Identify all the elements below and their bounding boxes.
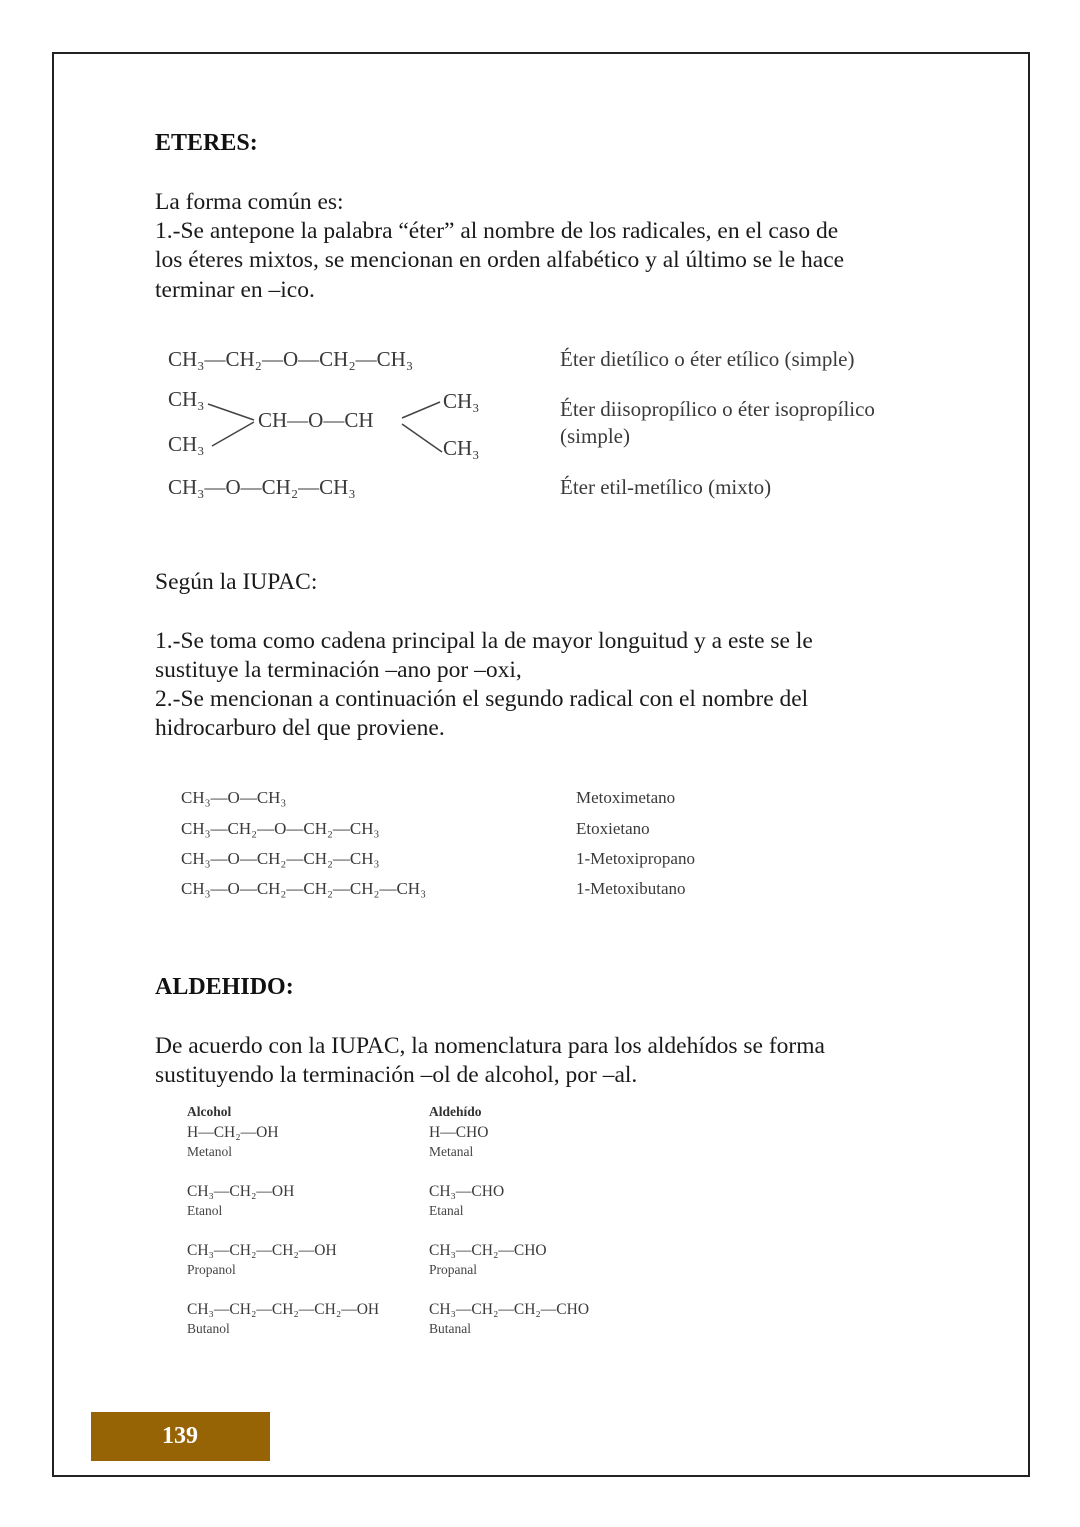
paragraph: De acuerdo con la IUPAC, la nomenclatura para los aldehídos se forma — [155, 1033, 825, 1059]
compound-name: Etoxietano — [576, 819, 650, 838]
formula: CH₃—O—CH₂—CH₃ — [168, 475, 356, 499]
compound-name: Propanol — [187, 1262, 236, 1277]
formula: CH₃ — [443, 436, 480, 460]
page-number-badge — [91, 1412, 270, 1461]
formula: H—CH₂—OH — [187, 1124, 279, 1141]
formula: CH₃ — [168, 432, 205, 456]
compound-name: Metoximetano — [576, 788, 676, 807]
compound-name: Etanal — [429, 1203, 464, 1218]
compound-name: Éter dietílico o éter etílico (simple) — [560, 347, 855, 371]
formula: CH—O—CH — [258, 408, 374, 432]
section-heading-eteres: ETERES: — [155, 130, 258, 156]
formula: CH₃—CH₂—O—CH₂—CH₃ — [181, 819, 380, 838]
formula: CH₃—CH₂—CHO — [429, 1242, 547, 1259]
compound-name: Propanal — [429, 1262, 477, 1277]
paragraph: La forma común es: — [155, 189, 344, 215]
paragraph: terminar en –ico. — [155, 277, 315, 303]
compound-name: Etanol — [187, 1203, 223, 1218]
formula: H—CHO — [429, 1124, 489, 1141]
formula: CH₃—CH₂—CH₂—OH — [187, 1242, 337, 1259]
compound-name: (simple) — [560, 424, 630, 448]
paragraph: 1.-Se toma como cadena principal la de mayor longuitud y a este se le — [155, 628, 813, 654]
paragraph: hidrocarburo del que proviene. — [155, 715, 445, 741]
paragraph: los éteres mixtos, se mencionan en orden alfabético y al último se le hace — [155, 247, 845, 273]
compound-name: Éter etil-metílico (mixto) — [560, 475, 772, 499]
formula: CH₃—CH₂—OH — [187, 1183, 295, 1200]
formula: CH₃—O—CH₃ — [181, 788, 287, 807]
paragraph: sustituyendo la terminación –ol de alcohol, por –al. — [155, 1062, 638, 1088]
bond-lines — [150, 380, 470, 460]
paragraph: sustituye la terminación –ano por –oxi, — [155, 657, 522, 683]
formula: CH₃—CHO — [429, 1183, 505, 1200]
compound-name: Butanol — [187, 1321, 230, 1336]
formula: CH₃—CH₂—O—CH₂—CH₃ — [168, 347, 414, 371]
formula: CH₃ — [443, 389, 480, 413]
paragraph: 2.-Se mencionan a continuación el segundo radical con el nombre del — [155, 686, 809, 712]
compound-name: Butanal — [429, 1321, 471, 1336]
formula: CH₃—CH₂—CH₂—CHO — [429, 1301, 590, 1318]
formula: CH₃—O—CH₂—CH₂—CH₃ — [181, 849, 380, 868]
compound-name: Éter diisopropílico o éter isopropílico — [560, 397, 875, 421]
column-header-alcohol: Alcohol — [187, 1104, 232, 1119]
section-heading-aldehido: ALDEHIDO: — [155, 974, 294, 1000]
formula: CH₃—O—CH₂—CH₂—CH₂—CH₃ — [181, 879, 426, 898]
compound-name: 1-Metoxibutano — [576, 879, 686, 898]
page-number: 139 — [162, 1423, 198, 1449]
column-header-aldehido: Aldehído — [429, 1104, 482, 1119]
paragraph: 1.-Se antepone la palabra “éter” al nombre de los radicales, en el caso de — [155, 218, 839, 244]
paragraph: Según la IUPAC: — [155, 569, 318, 595]
formula: CH₃—CH₂—CH₂—CH₂—OH — [187, 1301, 380, 1318]
compound-name: 1-Metoxipropano — [576, 849, 695, 868]
compound-name: Metanal — [429, 1144, 474, 1159]
compound-name: Metanol — [187, 1144, 232, 1159]
formula: CH₃ — [168, 387, 205, 411]
